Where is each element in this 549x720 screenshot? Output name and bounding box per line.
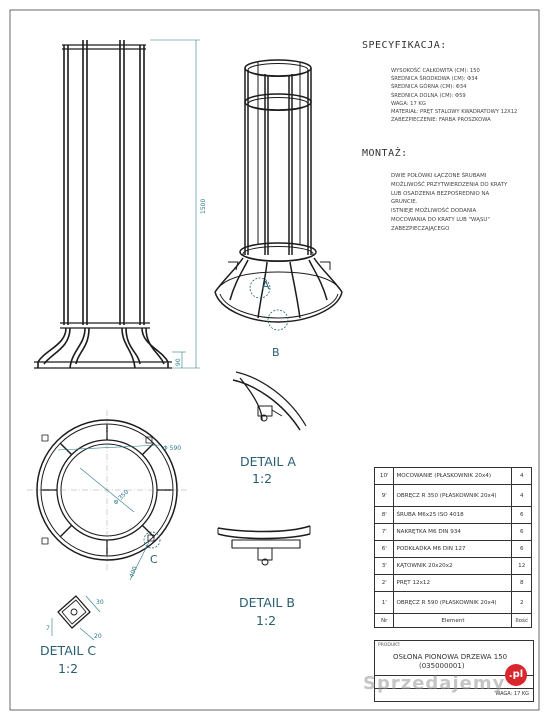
bom-element: PRĘT 12x12 — [394, 575, 512, 592]
dim-detail-c-side: 7 — [46, 625, 50, 632]
bom-nr: 10' — [375, 468, 394, 485]
montaz-item: GRUNCIE. — [391, 199, 418, 206]
bom-header-qty: Ilość — [512, 614, 532, 628]
dim-detail-c-height: 20 — [94, 633, 102, 640]
bom-header-element: Element — [394, 614, 512, 628]
bom-qty: 8 — [512, 575, 532, 592]
bom-element: NAKRĘTKA M6 DIN 934 — [394, 524, 512, 541]
bom-header-nr: Nr — [375, 614, 394, 628]
bom-element: OBRĘCZ R 350 (PŁASKOWNIK 20x4) — [394, 485, 512, 507]
bom-row — [375, 541, 532, 558]
bom-nr: 3' — [375, 558, 394, 575]
specification-title: SPECYFIKACJA: — [362, 40, 447, 51]
detail-b-title: DETAIL B — [239, 595, 295, 610]
bill-of-materials — [374, 467, 532, 628]
spec-item: WYSOKOŚĆ CAŁKOWITA (CM): 150 — [391, 68, 480, 74]
bom-qty: 4 — [512, 485, 532, 507]
detail-c-dimensions — [52, 596, 100, 640]
montaz-item: DWIE POŁÓWKI ŁĄCZONE ŚRUBAMI — [391, 173, 487, 179]
bom-row — [375, 575, 532, 592]
bom-qty: 6 — [512, 524, 532, 541]
bom-element: PODKŁADKA M6 DIN 127 — [394, 541, 512, 558]
dim-radial: 400 — [128, 565, 139, 579]
bom-header — [375, 614, 532, 628]
bom-qty: 12 — [512, 558, 532, 575]
bom-row — [375, 485, 532, 507]
spec-item: ŚREDNICA ŚRODKOWA (CM): Φ34 — [391, 76, 478, 83]
bom-element: ŚRUBA M6x25 ISO 4018 — [394, 507, 512, 524]
bom-element: OBRĘCZ R 590 (PŁASKOWNIK 20x4) — [394, 592, 512, 614]
product-code: (035000001) — [419, 662, 465, 670]
montaz-item: MOCOWANIA DO KRATY LUB "WĄSU" — [391, 216, 490, 223]
bom-nr: 7' — [375, 524, 394, 541]
spec-item: MATERIAŁ: PRĘT STALOWY KWADRATOWY 12X12 — [391, 109, 518, 116]
dim-top-diameter: Φ 590 — [163, 445, 182, 452]
detail-c-scale: 1:2 — [58, 661, 79, 676]
product-weight: WAGA: 17 KG — [495, 691, 529, 697]
montaz-list — [391, 172, 531, 234]
callout-c: C — [150, 553, 158, 566]
detail-c-title: DETAIL C — [40, 643, 97, 658]
detail-b-scale: 1:2 — [256, 613, 277, 628]
bom-nr: 8' — [375, 507, 394, 524]
title-block-label: PRODUKT: — [378, 643, 401, 648]
spec-item: ŚREDNICA DOLNA (CM): Φ59 — [391, 92, 466, 99]
bom-nr: 1' — [375, 592, 394, 614]
dim-detail-c-width: 30 — [96, 599, 104, 606]
bom-qty: 6 — [512, 507, 532, 524]
front-dimensions — [150, 40, 200, 368]
watermark-badge: .pl — [505, 664, 527, 686]
detail-a-title: DETAIL A — [240, 454, 296, 469]
bom-element: MOCOWANIE (PŁASKOWNIK 20x4) — [394, 468, 512, 485]
front-view — [34, 40, 172, 368]
bom-qty: 4 — [512, 468, 532, 485]
callout-b: B — [272, 346, 280, 359]
montaz-item: ISTNIEJE MOŻLIWOŚĆ DODANIA — [391, 208, 477, 215]
detail-b-drawing — [218, 526, 310, 565]
bom-nr: 9' — [375, 485, 394, 507]
specification-list — [391, 67, 517, 124]
bom-row — [375, 558, 532, 575]
bom-row — [375, 592, 532, 614]
montaz-item: MOŻLIWOŚĆ PRZYTWIERDZENIA DO KRATY — [391, 181, 508, 188]
montaz-item: ZABEZPIECZAJĄCEGO — [391, 225, 450, 232]
detail-a-drawing — [233, 372, 306, 430]
callout-a: A — [262, 279, 270, 292]
bom-qty: 6 — [512, 541, 532, 558]
detail-a-scale: 1:2 — [252, 471, 273, 486]
dim-base: 90 — [175, 358, 182, 366]
bom-row — [375, 524, 532, 541]
bom-nr: 6' — [375, 541, 394, 558]
product-name: OSŁONA PIONOWA DRZEWA 150 — [393, 653, 508, 661]
bom-qty: 2 — [512, 592, 532, 614]
detail-c-drawing — [58, 596, 90, 628]
dim-inner-diameter: Φ 350 — [112, 488, 131, 507]
montaz-item: LUB OSADZENIA BEZPOŚREDNIO NA — [391, 190, 490, 197]
montaz-title: MONTAŻ: — [362, 148, 408, 159]
bom-nr: 2' — [375, 575, 394, 592]
bom-row — [375, 507, 532, 524]
isometric-view — [215, 60, 342, 322]
dim-height: 1500 — [200, 198, 207, 214]
bom-row — [375, 468, 532, 485]
spec-item: WAGA: 17 KG — [391, 100, 426, 107]
watermark-text: Sprzedajemy — [363, 673, 506, 694]
spec-item: ZABEZPIECZENIE: FARBA PROSZKOWA — [391, 117, 491, 124]
bom-element: KĄTOWNIK 20x20x2 — [394, 558, 512, 575]
spec-item: ŚREDNICA GÓRNA (CM): Φ34 — [391, 84, 467, 91]
